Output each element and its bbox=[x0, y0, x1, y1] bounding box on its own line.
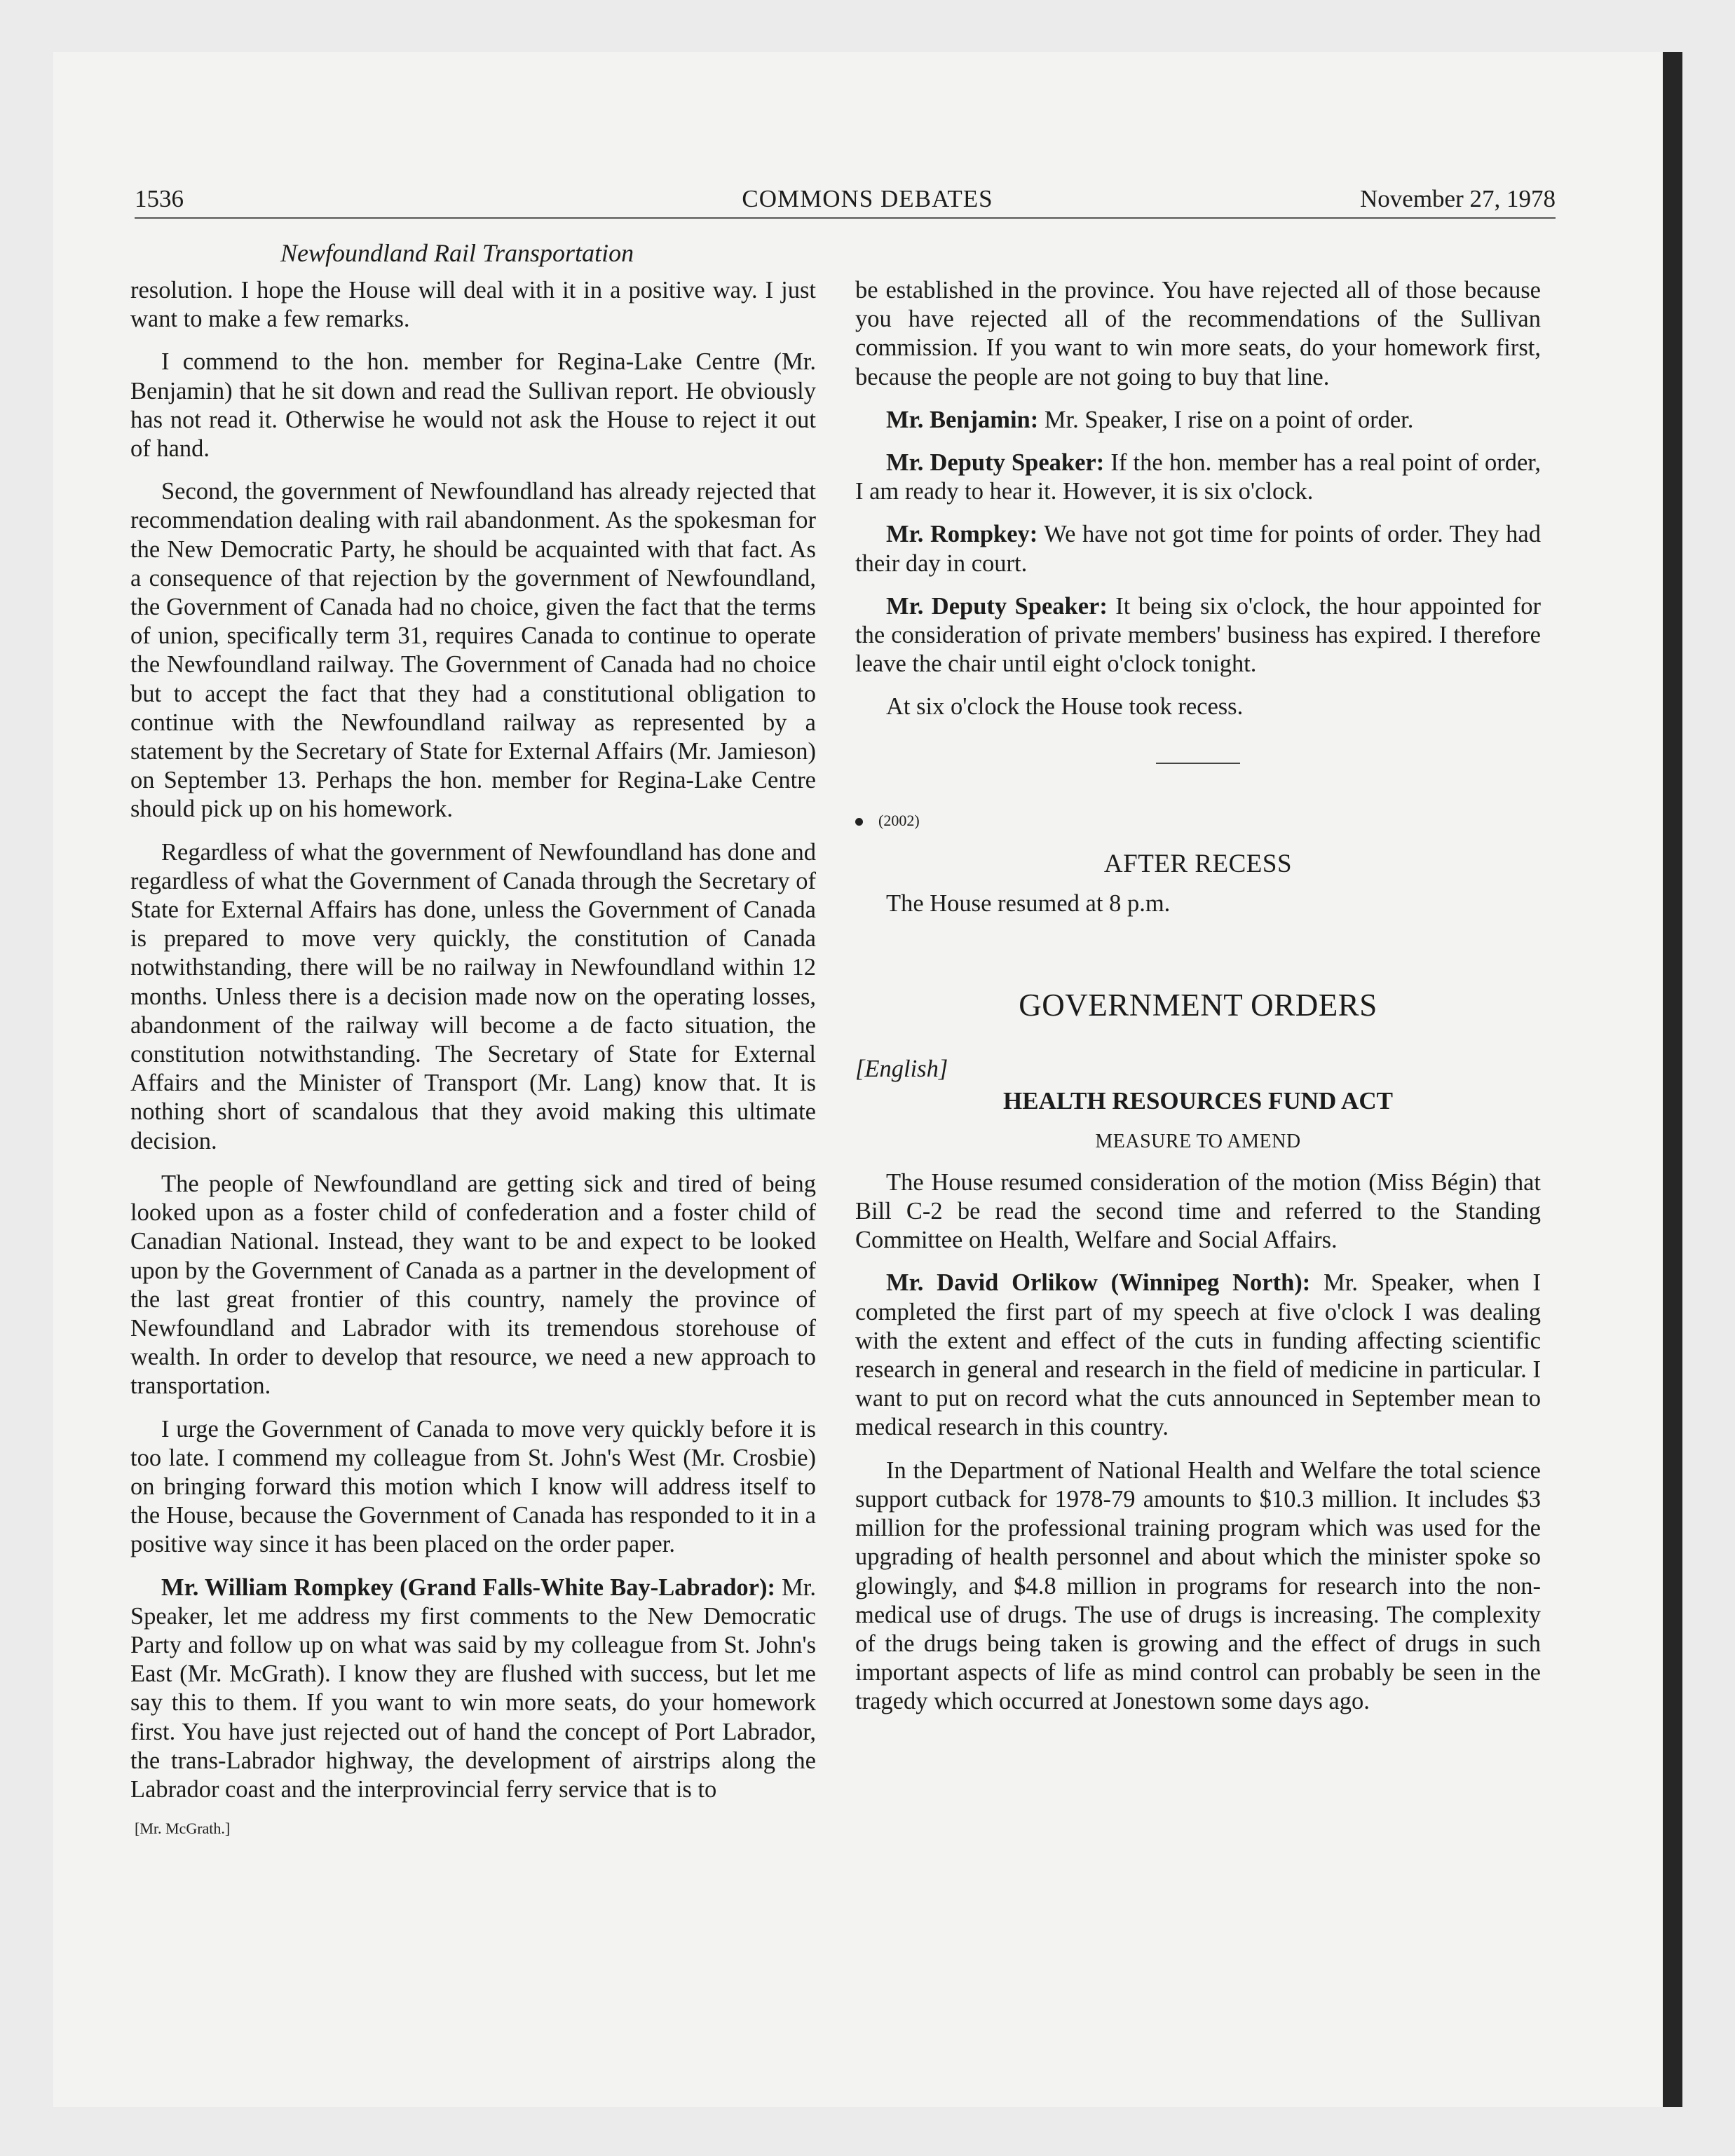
after-recess-heading: AFTER RECESS bbox=[1103, 849, 1293, 878]
left-column bbox=[130, 276, 816, 1839]
paragraph: In the Department of National Health and Welfare the total science support cutback for 1978-79 amounts to $10.3 million. It includes $3 million for the professional training program which was used for the upgrading of health personnel and about which the minister spoke so glowingly, and $4.8 million in programs for research into the non-medical use of drugs. The use of drugs is increasing. The complexity of the drugs being taken is growing and the effect of drugs in such important aspects of life as mind control can probably be seen in the tragedy which occurred at Jonestown some days ago. bbox=[855, 1456, 1541, 1715]
paragraph: Second, the government of Newfoundland has already rejected that recommendation dealing with rail abandonment. As the spokesman for the New Democratic Party, he should be acquainted with that fact. As a consequence of that rejection by the government of Newfoundland, the Government of Canada had no choice, given the fact that the terms of union, specifically term 31, requires Canada to continue to operate the Newfoundland railway. The Government of Canada had no choice but to accept the fact that they had a constitutional obligation to continue with the Newfoundland railway as represented by a statement by the Secretary of State for External Affairs (Mr. Jamieson) on September 13. Perhaps the hon. member for Regina-Lake Centre should pick up on his homework. bbox=[130, 478, 816, 823]
paragraph: resolution. I hope the House will deal with it in a positive way. I just want to make a few remarks. bbox=[130, 277, 816, 333]
speaker-name: Mr. William Rompkey (Grand Falls-White Bay-Labrador): bbox=[161, 1574, 775, 1601]
paragraph: Regardless of what the government of Newfoundland has done and regardless of what the Government of Canada through the Secretary of State for External Affairs has done, unless the Government of Canada is prepared to move very quickly, the constitution of Canada notwithstanding, there will be no railway in Newfoundland within 12 months. Unless there is a decision made now on the operating losses, abandonment of the railway will become a de facto situation, the constitution notwithstanding. The Secretary of State for External Affairs and the Minister of Transport (Mr. Lang) know that. It is nothing short of scandalous that they avoid making this ultimate decision. bbox=[130, 838, 816, 1154]
speech-text: Mr. Speaker, I rise on a point of order. bbox=[1038, 406, 1414, 433]
bullet-icon bbox=[855, 818, 863, 826]
timestamp-text: (2002) bbox=[878, 811, 920, 829]
paragraph: be established in the province. You have rejected all of those because you have rejected all of the recommendations of the Sullivan commission. If you want to win more seats, do your homework first, because the people are not going to buy that line. bbox=[855, 277, 1541, 390]
paragraph: I urge the Government of Canada to move very quickly before it is too late. I commend my colleague from St. John's West (Mr. Crosbie) on bringing forward this motion which I know will address itself to the House, because the Government of Canada has responded to it in a positive way since it has been placed on the order paper. bbox=[130, 1415, 816, 1558]
speech-text: Mr. Speaker, when I completed the first part of my speech at five o'clock I was dealing with the extent and effect of the cuts in funding affecting scientific research in general and research in the field of medicine in particular. I want to put on record what the cuts announced in September mean to medical research in this country. bbox=[855, 1269, 1541, 1441]
header-rule bbox=[135, 217, 1556, 219]
section-divider bbox=[1156, 763, 1240, 764]
running-title: Newfoundland Rail Transportation bbox=[280, 239, 634, 267]
speaker-name: Mr. Deputy Speaker: bbox=[886, 592, 1108, 620]
speaker-name: Mr. David Orlikow (Winnipeg North): bbox=[886, 1269, 1311, 1297]
page-number: 1536 bbox=[135, 185, 184, 212]
speech-paragraph bbox=[855, 520, 1541, 578]
binding-edge bbox=[1663, 52, 1682, 2107]
paragraph: The House resumed at 8 p.m. bbox=[886, 889, 1171, 917]
speaker-footnote: [Mr. McGrath.] bbox=[135, 1820, 231, 1838]
speech-text: Mr. Speaker, let me address my first comments to the New Democratic Party and follow up on what was said by my colleague from St. John's East (Mr. McGrath). I know they are flushed with success, but let me say this to them. If you want to win more seats, do your homework first. You have just rejected out of hand the concept of Port Labrador, the trans-Labrador highway, the development of airstrips along the Labrador coast and the interprovincial ferry service that is to bbox=[130, 1574, 816, 1803]
speech-text: It being six o'clock, the hour appointed for the consideration of private members' business has expired. I therefore leave the chair until eight o'clock tonight. bbox=[855, 592, 1541, 678]
speech-paragraph bbox=[855, 406, 1541, 435]
paragraph: The people of Newfoundland are getting sick and tired of being looked upon as a foster child of confederation and a foster child of Canadian National. Instead, they want to be and expect to be looked upon by the Government of Canada as a partner in the development of the last great frontier of this country, namely the province of Newfoundland and Labrador with its tremendous storehouse of wealth. In order to develop that resource, we need a new approach to transportation. bbox=[130, 1170, 816, 1400]
speech-text: We have not got time for points of order. They had their day in court. bbox=[855, 521, 1541, 577]
paragraph: At six o'clock the House took recess. bbox=[886, 693, 1244, 721]
language-tag: [English] bbox=[855, 1056, 948, 1083]
paragraph: I commend to the hon. member for Regina-Lake Centre (Mr. Benjamin) that he sit down and read the Sullivan report. He obviously has not read it. Otherwise he would not ask the House to reject it out of hand. bbox=[130, 348, 816, 463]
government-orders-heading: GOVERNMENT ORDERS bbox=[1019, 988, 1377, 1023]
speaker-name: Mr. Benjamin: bbox=[886, 406, 1039, 433]
issue-date: November 27, 1978 bbox=[1360, 185, 1556, 212]
bill-subtitle: MEASURE TO AMEND bbox=[1095, 1130, 1301, 1152]
speech-paragraph bbox=[855, 592, 1541, 679]
speech-paragraph bbox=[855, 1269, 1541, 1442]
publication-title: COMMONS DEBATES bbox=[742, 185, 993, 212]
bill-title: HEALTH RESOURCES FUND ACT bbox=[1003, 1087, 1393, 1115]
speech-paragraph bbox=[130, 1574, 816, 1805]
paragraph: The House resumed consideration of the motion (Miss Bégin) that Bill C-2 be read the second time and referred to the Standing Committee on Health, Welfare and Social Affairs. bbox=[855, 1168, 1541, 1254]
right-column bbox=[855, 276, 1541, 1731]
speech-paragraph bbox=[855, 449, 1541, 506]
speaker-name: Mr. Rompkey: bbox=[886, 521, 1038, 548]
speaker-name: Mr. Deputy Speaker: bbox=[886, 449, 1105, 477]
speech-text: If the hon. member has a real point of order, I am ready to hear it. However, it is six o'clock. bbox=[855, 449, 1542, 505]
timestamp-marker bbox=[855, 810, 1541, 831]
